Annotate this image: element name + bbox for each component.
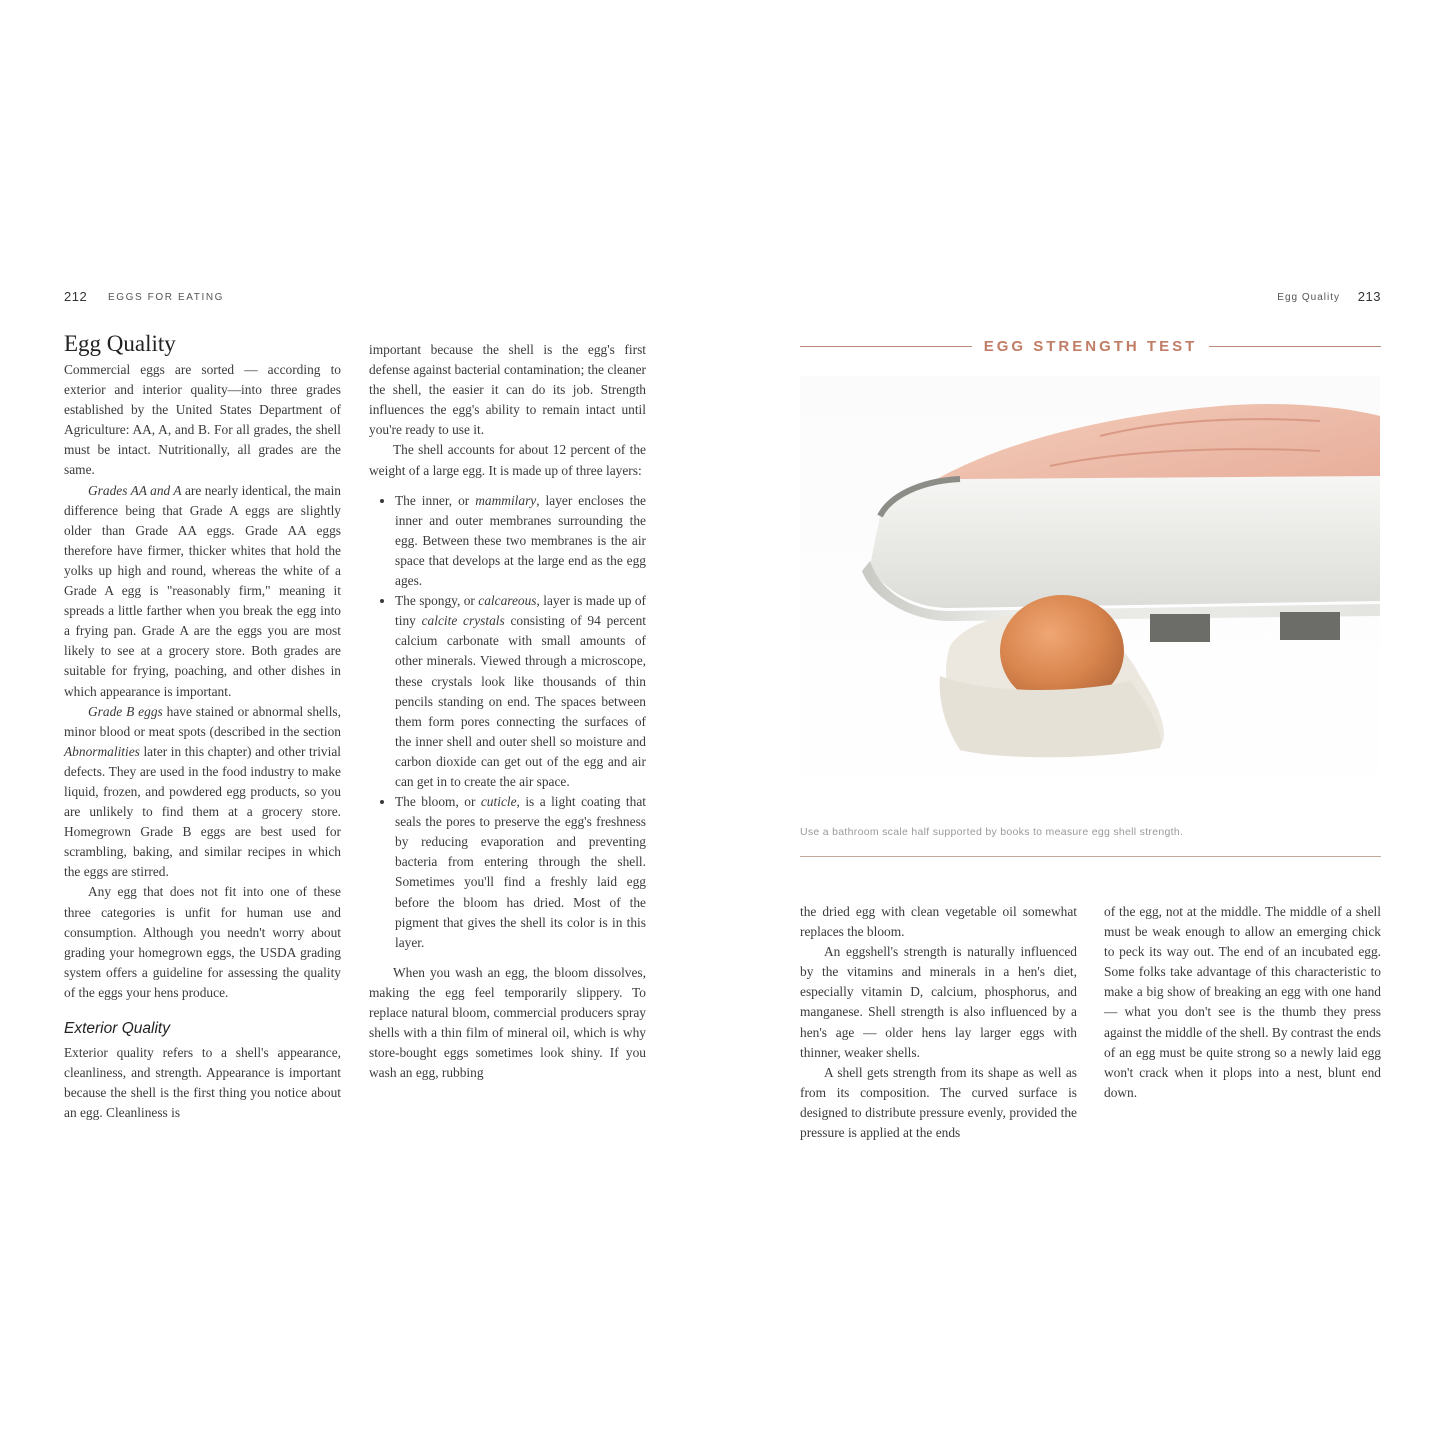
left-running-head: EGGS FOR EATING [108, 292, 225, 303]
left-page-number: 212 [64, 289, 88, 304]
list-item: • The bloom, or cuticle, is a light coating that seals the pores to preserve the egg's freshness by reducing evaporation and preventing bacteria from entering through the shell. Sometimes you'll find a freshly laid egg before the bloom has dried. Most of the pigment that gives the shell its color is in this layer. [395, 792, 646, 953]
list-item: • The spongy, or calcareous, layer is made up of tiny calcite crystals consisting of 94 percent calcium carbonate with small amounts of other minerals. Viewed through a microscope, these crystals look like thousands of thin pencils standing on end. The spaces between them form pores connecting the surfaces of the inner shell and outer shell so moisture and carbon dioxide can get out of the egg and air can get in to create the air space. [395, 591, 646, 792]
paragraph: of the egg, not at the middle. The middle of a shell must be weak enough to allow an emerging chick to peck its way out. The end of an incubated egg. Some folks take advantage of this characteristic to make a big show of breaking an egg with one hand — what you don't see is the thumb they press against the middle of the shell. By contrast the ends of an egg must be quite strong so a newly laid egg won't crack when it plops into a nest, blunt end down. [1104, 904, 1381, 1100]
egg-strength-photo [800, 376, 1380, 816]
sidebar-bottom-rule [800, 856, 1381, 857]
paragraph: Exterior quality refers to a shell's appearance, cleanliness, and strength. Appearance is important because the shell is the first thing you notice about an egg. Cleanliness is [64, 1045, 341, 1121]
list-item: • The inner, or mammilary, layer encloses the inner and outer membranes surrounding the egg. Between these two membranes is the air space that develops at the large end as the egg ages. [395, 491, 646, 591]
paragraph: Any egg that does not fit into one of these three categories is unfit for human use and consumption. Although you needn't worry about grading your homegrown eggs, the USDA grading system offers a guideline for assessing the quality of the eggs your hens produce. [64, 884, 341, 1000]
paragraph: When you wash an egg, the bloom dissolves, making the egg feel temporarily slippery. To replace natural bloom, commercial producers spray shells with a thin film of mineral oil, which is why store-bought eggs sometimes look shiny. If you wash an egg, rubbing [369, 964, 646, 1081]
column-1 [64, 330, 341, 1123]
column-3 [800, 902, 1077, 1143]
sidebar-rule-left [800, 346, 972, 347]
shell-layers-list [369, 491, 646, 953]
section-heading: Egg Quality [64, 331, 176, 356]
column-4 [1104, 902, 1381, 1103]
scale-egg-illustration [800, 376, 1380, 816]
paragraph: Commercial eggs are sorted — according to exterior and interior quality—into three grades established by the United States Department of Agriculture: AA, A, and B. For all grades, the shell must be intact. Nutritionally, all grades are the same. [64, 362, 341, 478]
paragraph: A shell gets strength from its shape as well as from its composition. The curved surface is designed to distribute pressure evenly, provided the pressure is applied at the ends [800, 1064, 1077, 1141]
right-page-number: 213 [1357, 289, 1381, 304]
subsection-heading: Exterior Quality [64, 1020, 170, 1037]
paragraph: An eggshell's strength is naturally influenced by the vitamins and minerals in a hen's diet, especially vitamin D, calcium, phosphorus, and manganese. Shell strength is also influenced by a hen's age — older hens lay larger eggs with thinner, weaker shells. [800, 944, 1077, 1060]
paragraph: Grades AA and A are nearly identical, the main difference being that Grade A eggs are slightly older than Grade AA eggs. Grade AA eggs therefore have firmer, thicker whites that hold the yolks up high and round, whereas the white of a Grade A egg is "reasonably firm," meaning it spreads a little farther when you break the egg into a frying pan. Grade A are the eggs you are most likely to see at a grocery store. Both grades are suitable for frying, poaching, and other dishes in which appearance is important. [64, 482, 341, 699]
paragraph: Grade B eggs have stained or abnormal shells, minor blood or meat spots (described in the section Abnormalities later in this chapter) and other trivial defects. They are used in the food industry to make liquid, frozen, and powdered egg products, so you are unlikely to find them at a grocery store. Homegrown Grade B eggs are best used for scrambling, baking, and similar recipes in which the eggs are stirred. [64, 703, 341, 880]
sidebar-header [800, 338, 1381, 355]
photo-caption: Use a bathroom scale half supported by books to measure egg shell strength. [800, 826, 1184, 838]
column-2 [369, 340, 646, 1083]
paragraph: the dried egg with clean vegetable oil somewhat replaces the bloom. [800, 904, 1077, 940]
sidebar-rule-right [1209, 346, 1381, 347]
paragraph: The shell accounts for about 12 percent of the weight of a large egg. It is made up of three layers: [369, 442, 646, 478]
paragraph: important because the shell is the egg's first defense against bacterial contamination; the cleaner the shell, the easier it can do its job. Strength influences the egg's ability to remain intact until you're ready to use it. [369, 342, 646, 438]
sidebar-title: EGG STRENGTH TEST [983, 338, 1198, 355]
right-running-head: Egg Quality [1277, 292, 1340, 303]
